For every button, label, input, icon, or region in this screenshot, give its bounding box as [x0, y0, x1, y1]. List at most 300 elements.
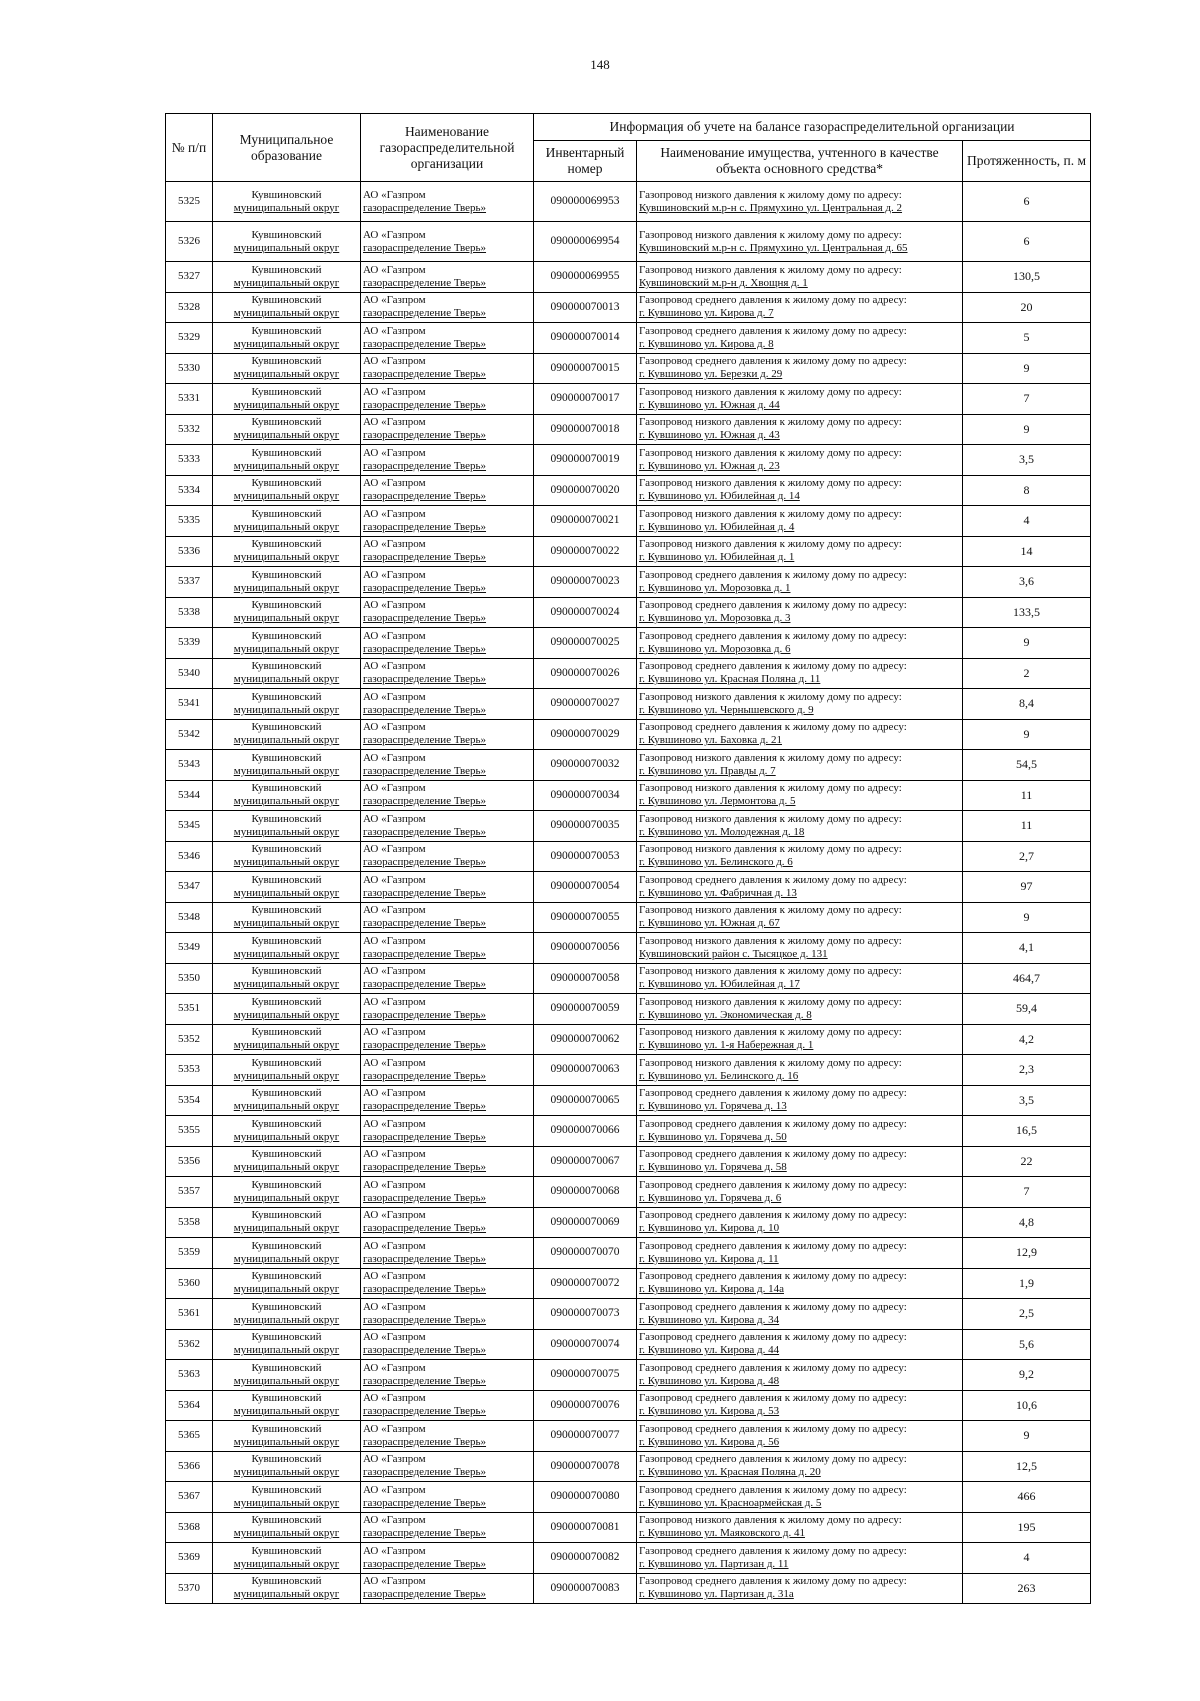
length-value: 12,9 [963, 1238, 1091, 1269]
inventory-number: 090000070020 [534, 475, 637, 506]
inventory-number: 090000070034 [534, 780, 637, 811]
property-line-1: Газопровод низкого давления к жилому дому по адресу: [639, 751, 902, 764]
property-line-1: Газопровод низкого давления к жилому дому по адресу: [639, 812, 902, 825]
row-number: 5355 [166, 1116, 213, 1147]
inventory-number: 090000069953 [534, 182, 637, 222]
organization-line-1: АО «Газпром [363, 1300, 426, 1313]
property-address: г. Кувшиново ул. Белинского д. 6 [639, 856, 793, 869]
length-value: 59,4 [963, 994, 1091, 1025]
municipality-cell [213, 750, 361, 781]
property-line-1: Газопровод низкого давления к жилому дому по адресу: [639, 507, 902, 520]
organization-cell [361, 811, 534, 842]
property-cell [637, 658, 963, 689]
municipality-line-1: Кувшиновский [251, 228, 322, 241]
organization-line-1: АО «Газпром [363, 568, 426, 581]
organization-cell [361, 1482, 534, 1513]
organization-line-2: газораспределение Тверь» [363, 886, 487, 899]
property-cell [637, 841, 963, 872]
property-cell [637, 597, 963, 628]
length-value: 11 [963, 811, 1091, 842]
row-number: 5365 [166, 1421, 213, 1452]
table-row [166, 841, 1091, 872]
row-number: 5350 [166, 963, 213, 994]
municipality-line-1: Кувшиновский [251, 446, 322, 459]
inventory-number: 090000070019 [534, 445, 637, 476]
property-line-1: Газопровод низкого давления к жилому дому по адресу: [639, 416, 902, 429]
length-value: 16,5 [963, 1116, 1091, 1147]
organization-line-2: газораспределение Тверь» [363, 1588, 487, 1601]
row-number: 5328 [166, 292, 213, 323]
organization-cell [361, 689, 534, 720]
property-address: г. Кувшиново ул. Горячева д. 50 [639, 1130, 787, 1143]
organization-line-2: газораспределение Тверь» [363, 947, 487, 960]
length-value: 7 [963, 384, 1091, 415]
organization-line-2: газораспределение Тверь» [363, 1100, 487, 1113]
municipality-cell [213, 1238, 361, 1269]
municipality-line-1: Кувшиновский [251, 873, 322, 886]
row-number: 5347 [166, 872, 213, 903]
property-address: г. Кувшиново ул. Горячева д. 6 [639, 1191, 782, 1204]
organization-line-2: газораспределение Тверь» [363, 856, 487, 869]
municipality-line-2: муниципальный округ [233, 642, 340, 655]
inventory-number: 090000070074 [534, 1329, 637, 1360]
table-row [166, 689, 1091, 720]
organization-cell [361, 1329, 534, 1360]
organization-line-1: АО «Газпром [363, 1392, 426, 1405]
length-value: 1,9 [963, 1268, 1091, 1299]
row-number: 5346 [166, 841, 213, 872]
property-address: г. Кувшиново ул. Фабричная д. 13 [639, 886, 797, 899]
organization-line-2: газораспределение Тверь» [363, 703, 487, 716]
property-cell [637, 1207, 963, 1238]
inventory-number: 090000070055 [534, 902, 637, 933]
organization-line-1: АО «Газпром [363, 812, 426, 825]
organization-line-1: АО «Газпром [363, 1422, 426, 1435]
property-line-1: Газопровод низкого давления к жилому дому по адресу: [639, 263, 902, 276]
organization-line-2: газораспределение Тверь» [363, 612, 487, 625]
municipality-line-1: Кувшиновский [251, 1239, 322, 1252]
municipality-line-2: муниципальный округ [233, 459, 340, 472]
property-line-1: Газопровод среднего давления к жилому дому по адресу: [639, 599, 907, 612]
organization-line-2: газораспределение Тверь» [363, 520, 487, 533]
organization-cell [361, 902, 534, 933]
municipality-cell [213, 658, 361, 689]
municipality-line-1: Кувшиновский [251, 324, 322, 337]
municipality-line-1: Кувшиновский [251, 934, 322, 947]
property-cell [637, 222, 963, 262]
property-line-1: Газопровод среднего давления к жилому дому по адресу: [639, 1148, 907, 1161]
inventory-number: 090000070035 [534, 811, 637, 842]
organization-cell [361, 414, 534, 445]
municipality-line-1: Кувшиновский [251, 660, 322, 673]
property-cell [637, 1299, 963, 1330]
organization-cell [361, 597, 534, 628]
length-value: 4,1 [963, 933, 1091, 964]
municipality-line-2: муниципальный округ [233, 337, 340, 350]
municipality-line-1: Кувшиновский [251, 782, 322, 795]
table-row [166, 1329, 1091, 1360]
row-number: 5329 [166, 323, 213, 354]
row-number: 5345 [166, 811, 213, 842]
inventory-number: 090000070073 [534, 1299, 637, 1330]
organization-line-2: газораспределение Тверь» [363, 795, 487, 808]
inventory-number: 090000070069 [534, 1207, 637, 1238]
municipality-line-2: муниципальный округ [233, 1252, 340, 1265]
property-line-1: Газопровод низкого давления к жилому дому по адресу: [639, 477, 902, 490]
inventory-number: 090000070029 [534, 719, 637, 750]
municipality-cell [213, 292, 361, 323]
row-number: 5330 [166, 353, 213, 384]
property-line-1: Газопровод среднего давления к жилому дому по адресу: [639, 1209, 907, 1222]
organization-line-1: АО «Газпром [363, 629, 426, 642]
row-number: 5351 [166, 994, 213, 1025]
organization-line-2: газораспределение Тверь» [363, 241, 487, 254]
property-line-1: Газопровод низкого давления к жилому дому по адресу: [639, 228, 902, 241]
table-row [166, 262, 1091, 293]
municipality-cell [213, 1573, 361, 1604]
municipality-cell [213, 841, 361, 872]
organization-line-2: газораспределение Тверь» [363, 1344, 487, 1357]
municipality-line-1: Кувшиновский [251, 568, 322, 581]
inventory-number: 090000070072 [534, 1268, 637, 1299]
organization-cell [361, 628, 534, 659]
organization-line-1: АО «Газпром [363, 385, 426, 398]
row-number: 5368 [166, 1512, 213, 1543]
property-cell [637, 323, 963, 354]
organization-line-1: АО «Газпром [363, 1087, 426, 1100]
municipality-cell [213, 963, 361, 994]
municipality-cell [213, 1482, 361, 1513]
municipality-line-2: муниципальный округ [233, 673, 340, 686]
row-number: 5359 [166, 1238, 213, 1269]
organization-line-2: газораспределение Тверь» [363, 581, 487, 594]
organization-line-2: газораспределение Тверь» [363, 1161, 487, 1174]
property-cell [637, 262, 963, 293]
row-number: 5327 [166, 262, 213, 293]
municipality-line-1: Кувшиновский [251, 1392, 322, 1405]
property-line-1: Газопровод низкого давления к жилому дому по адресу: [639, 782, 902, 795]
organization-line-1: АО «Газпром [363, 873, 426, 886]
property-line-1: Газопровод низкого давления к жилому дому по адресу: [639, 1514, 902, 1527]
municipality-cell [213, 1207, 361, 1238]
length-value: 54,5 [963, 750, 1091, 781]
municipality-cell [213, 475, 361, 506]
organization-cell [361, 445, 534, 476]
inventory-number: 090000070068 [534, 1177, 637, 1208]
property-cell [637, 1116, 963, 1147]
table-row [166, 353, 1091, 384]
property-line-1: Газопровод среднего давления к жилому дому по адресу: [639, 324, 907, 337]
property-line-1: Газопровод низкого давления к жилому дому по адресу: [639, 538, 902, 551]
inventory-number: 090000070021 [534, 506, 637, 537]
table-row [166, 1390, 1091, 1421]
organization-line-2: газораспределение Тверь» [363, 1466, 487, 1479]
organization-line-2: газораспределение Тверь» [363, 1130, 487, 1143]
length-value: 12,5 [963, 1451, 1091, 1482]
municipality-cell [213, 1390, 361, 1421]
property-address: г. Кувшиново ул. Кирова д. 8 [639, 337, 774, 350]
municipality-line-2: муниципальный округ [233, 1222, 340, 1235]
property-address: г. Кувшиново ул. Кирова д. 14а [639, 1283, 784, 1296]
table-row [166, 1421, 1091, 1452]
length-value: 8 [963, 475, 1091, 506]
property-line-1: Газопровод низкого давления к жилому дому по адресу: [639, 446, 902, 459]
row-number: 5348 [166, 902, 213, 933]
organization-line-2: газораспределение Тверь» [363, 1191, 487, 1204]
municipality-cell [213, 1268, 361, 1299]
row-number: 5352 [166, 1024, 213, 1055]
property-address: г. Кувшиново ул. Березки д. 29 [639, 368, 783, 381]
organization-line-1: АО «Газпром [363, 355, 426, 368]
municipality-line-2: муниципальный округ [233, 241, 340, 254]
property-line-1: Газопровод низкого давления к жилому дому по адресу: [639, 385, 902, 398]
municipality-line-2: муниципальный округ [233, 520, 340, 533]
municipality-line-1: Кувшиновский [251, 1422, 322, 1435]
header-num: № п/п [166, 114, 213, 182]
organization-line-1: АО «Газпром [363, 228, 426, 241]
organization-line-1: АО «Газпром [363, 446, 426, 459]
property-cell [637, 536, 963, 567]
organization-cell [361, 262, 534, 293]
municipality-line-2: муниципальный округ [233, 1557, 340, 1570]
length-value: 3,5 [963, 445, 1091, 476]
municipality-cell [213, 506, 361, 537]
organization-line-1: АО «Газпром [363, 751, 426, 764]
municipality-cell [213, 1329, 361, 1360]
row-number: 5325 [166, 182, 213, 222]
table-row [166, 445, 1091, 476]
row-number: 5334 [166, 475, 213, 506]
table-row [166, 1482, 1091, 1513]
property-cell [637, 689, 963, 720]
property-address: г. Кувшиново ул. Южная д. 44 [639, 398, 780, 411]
gas-property-table [165, 113, 1091, 1604]
property-line-1: Газопровод среднего давления к жилому дому по адресу: [639, 1178, 907, 1191]
municipality-line-1: Кувшиновский [251, 629, 322, 642]
organization-cell [361, 323, 534, 354]
organization-line-1: АО «Газпром [363, 507, 426, 520]
organization-cell [361, 1268, 534, 1299]
municipality-line-2: муниципальный округ [233, 1100, 340, 1113]
organization-line-1: АО «Газпром [363, 1361, 426, 1374]
municipality-line-2: муниципальный округ [233, 1130, 340, 1143]
organization-line-1: АО «Газпром [363, 1575, 426, 1588]
length-value: 2,7 [963, 841, 1091, 872]
table-row [166, 1543, 1091, 1574]
length-value: 4,2 [963, 1024, 1091, 1055]
organization-cell [361, 1055, 534, 1086]
inventory-number: 090000070070 [534, 1238, 637, 1269]
organization-line-2: газораспределение Тверь» [363, 1008, 487, 1021]
municipality-line-2: муниципальный округ [233, 368, 340, 381]
property-cell [637, 933, 963, 964]
organization-line-2: газораспределение Тверь» [363, 1405, 487, 1418]
property-cell [637, 963, 963, 994]
table-row [166, 1085, 1091, 1116]
municipality-line-2: муниципальный округ [233, 1313, 340, 1326]
property-line-1: Газопровод низкого давления к жилому дому по адресу: [639, 188, 902, 201]
organization-line-2: газораспределение Тверь» [363, 978, 487, 991]
organization-line-1: АО «Газпром [363, 995, 426, 1008]
organization-line-2: газораспределение Тверь» [363, 368, 487, 381]
municipality-line-1: Кувшиновский [251, 1453, 322, 1466]
table-row [166, 1512, 1091, 1543]
row-number: 5362 [166, 1329, 213, 1360]
municipality-line-2: муниципальный округ [233, 978, 340, 991]
organization-line-2: газораспределение Тверь» [363, 917, 487, 930]
municipality-line-1: Кувшиновский [251, 507, 322, 520]
organization-line-1: АО «Газпром [363, 188, 426, 201]
inventory-number: 090000070015 [534, 353, 637, 384]
municipality-line-1: Кувшиновский [251, 1514, 322, 1527]
property-cell [637, 811, 963, 842]
row-number: 5342 [166, 719, 213, 750]
property-line-1: Газопровод среднего давления к жилому дому по адресу: [639, 873, 907, 886]
property-line-1: Газопровод среднего давления к жилому дому по адресу: [639, 355, 907, 368]
header-inventory: Инвентарный номер [534, 141, 637, 182]
organization-line-2: газораспределение Тверь» [363, 1527, 487, 1540]
table-row [166, 1360, 1091, 1391]
organization-line-1: АО «Газпром [363, 690, 426, 703]
municipality-cell [213, 1024, 361, 1055]
municipality-cell [213, 445, 361, 476]
property-line-1: Газопровод среднего давления к жилому дому по адресу: [639, 1239, 907, 1252]
property-cell [637, 384, 963, 415]
table-row [166, 323, 1091, 354]
property-address: г. Кувшиново ул. 1-я Набережная д. 1 [639, 1039, 814, 1052]
organization-line-1: АО «Газпром [363, 1270, 426, 1283]
municipality-line-1: Кувшиновский [251, 1544, 322, 1557]
municipality-line-2: муниципальный округ [233, 1527, 340, 1540]
organization-line-2: газораспределение Тверь» [363, 1374, 487, 1387]
municipality-line-2: муниципальный округ [233, 734, 340, 747]
municipality-line-1: Кувшиновский [251, 1026, 322, 1039]
length-value: 9 [963, 1421, 1091, 1452]
municipality-cell [213, 182, 361, 222]
property-cell [637, 1177, 963, 1208]
property-address: г. Кувшиново ул. Морозовка д. 3 [639, 612, 791, 625]
property-line-1: Газопровод среднего давления к жилому дому по адресу: [639, 1422, 907, 1435]
municipality-line-2: муниципальный округ [233, 764, 340, 777]
organization-cell [361, 1024, 534, 1055]
inventory-number: 090000070066 [534, 1116, 637, 1147]
property-address: г. Кувшиново ул. Кирова д. 10 [639, 1222, 780, 1235]
organization-line-2: газораспределение Тверь» [363, 642, 487, 655]
table-row [166, 628, 1091, 659]
inventory-number: 090000070063 [534, 1055, 637, 1086]
length-value: 9 [963, 719, 1091, 750]
municipality-line-2: муниципальный округ [233, 612, 340, 625]
organization-cell [361, 1573, 534, 1604]
organization-line-1: АО «Газпром [363, 843, 426, 856]
municipality-line-1: Кувшиновский [251, 1209, 322, 1222]
property-address: Кувшиновский м.р-н д. Хвощня д. 1 [639, 276, 808, 289]
length-value: 2,3 [963, 1055, 1091, 1086]
property-address: г. Кувшиново ул. Кирова д. 53 [639, 1405, 780, 1418]
length-value: 466 [963, 1482, 1091, 1513]
inventory-number: 090000070077 [534, 1421, 637, 1452]
length-value: 22 [963, 1146, 1091, 1177]
length-value: 11 [963, 780, 1091, 811]
municipality-line-2: муниципальный округ [233, 825, 340, 838]
organization-line-2: газораспределение Тверь» [363, 551, 487, 564]
municipality-line-1: Кувшиновский [251, 294, 322, 307]
municipality-cell [213, 1116, 361, 1147]
municipality-line-1: Кувшиновский [251, 995, 322, 1008]
row-number: 5370 [166, 1573, 213, 1604]
inventory-number: 090000070025 [534, 628, 637, 659]
length-value: 20 [963, 292, 1091, 323]
property-line-1: Газопровод среднего давления к жилому дому по адресу: [639, 1117, 907, 1130]
municipality-line-2: муниципальный округ [233, 795, 340, 808]
property-address: Кувшиновский м.р-н с. Прямухино ул. Центральная д. 65 [639, 241, 908, 254]
organization-line-1: АО «Газпром [363, 934, 426, 947]
property-address: г. Кувшиново ул. Партизан д. 31а [639, 1588, 794, 1601]
property-cell [637, 719, 963, 750]
organization-cell [361, 780, 534, 811]
organization-line-1: АО «Газпром [363, 782, 426, 795]
municipality-line-2: муниципальный округ [233, 201, 340, 214]
organization-line-1: АО «Газпром [363, 477, 426, 490]
table-row [166, 292, 1091, 323]
organization-cell [361, 872, 534, 903]
row-number: 5354 [166, 1085, 213, 1116]
property-address: г. Кувшиново ул. Кирова д. 48 [639, 1374, 780, 1387]
organization-line-2: газораспределение Тверь» [363, 764, 487, 777]
property-cell [637, 1573, 963, 1604]
organization-cell [361, 222, 534, 262]
municipality-line-1: Кувшиновский [251, 812, 322, 825]
length-value: 4,8 [963, 1207, 1091, 1238]
table-row [166, 1146, 1091, 1177]
property-cell [637, 1421, 963, 1452]
organization-line-1: АО «Газпром [363, 1148, 426, 1161]
length-value: 9 [963, 353, 1091, 384]
property-address: г. Кувшиново ул. Юбилейная д. 14 [639, 490, 800, 503]
property-address: г. Кувшиново ул. Морозовка д. 1 [639, 581, 791, 594]
municipality-cell [213, 1451, 361, 1482]
organization-line-2: газораспределение Тверь» [363, 201, 487, 214]
length-value: 133,5 [963, 597, 1091, 628]
table-row [166, 1055, 1091, 1086]
inventory-number: 090000070082 [534, 1543, 637, 1574]
organization-line-2: газораспределение Тверь» [363, 1313, 487, 1326]
property-address: г. Кувшиново ул. Юбилейная д. 4 [639, 520, 795, 533]
organization-line-1: АО «Газпром [363, 599, 426, 612]
length-value: 10,6 [963, 1390, 1091, 1421]
organization-line-1: АО «Газпром [363, 324, 426, 337]
length-value: 2 [963, 658, 1091, 689]
municipality-line-1: Кувшиновский [251, 1178, 322, 1191]
municipality-cell [213, 262, 361, 293]
organization-cell [361, 1512, 534, 1543]
table-row [166, 1207, 1091, 1238]
property-address: г. Кувшиново ул. Кирова д. 34 [639, 1313, 780, 1326]
table-row [166, 1573, 1091, 1604]
municipality-cell [213, 1512, 361, 1543]
municipality-line-2: муниципальный округ [233, 307, 340, 320]
property-line-1: Газопровод среднего давления к жилому дому по адресу: [639, 1575, 907, 1588]
municipality-line-1: Кувшиновский [251, 965, 322, 978]
municipality-line-1: Кувшиновский [251, 1117, 322, 1130]
property-cell [637, 994, 963, 1025]
municipality-cell [213, 933, 361, 964]
organization-cell [361, 750, 534, 781]
property-cell [637, 506, 963, 537]
property-line-1: Газопровод среднего давления к жилому дому по адресу: [639, 1453, 907, 1466]
row-number: 5335 [166, 506, 213, 537]
property-cell [637, 1512, 963, 1543]
